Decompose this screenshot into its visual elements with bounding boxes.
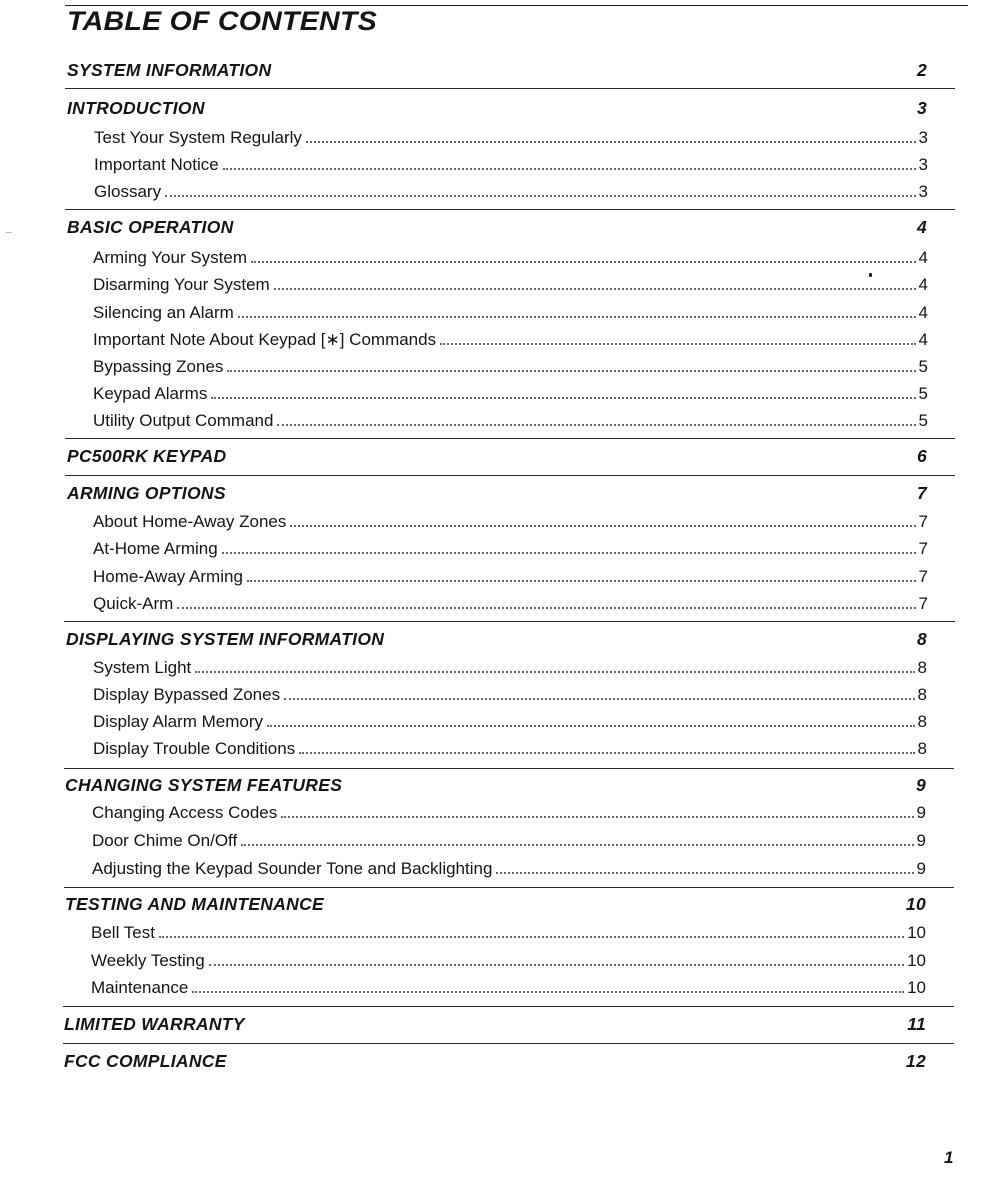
dot-leader bbox=[306, 141, 916, 143]
entry-label: Weekly Testing bbox=[91, 951, 205, 970]
section-page: 7 bbox=[916, 483, 927, 503]
entry-page: 5 bbox=[918, 357, 928, 376]
section-page: 6 bbox=[916, 446, 927, 466]
section-page: 8 bbox=[916, 629, 927, 649]
dot-leader bbox=[222, 552, 916, 554]
entry-label: Bell Test bbox=[91, 923, 155, 942]
page-number: 1 bbox=[944, 1148, 954, 1167]
section-divider bbox=[63, 1006, 954, 1007]
toc-entry[interactable] bbox=[93, 355, 928, 377]
section-divider bbox=[64, 768, 954, 769]
toc-section-heading[interactable] bbox=[64, 1048, 928, 1072]
toc-section-heading[interactable] bbox=[67, 57, 929, 81]
toc-section-heading[interactable] bbox=[65, 772, 928, 796]
section-title: FCC COMPLIANCE bbox=[64, 1051, 227, 1071]
margin-mark bbox=[6, 232, 12, 233]
entry-label: Home-Away Arming bbox=[93, 567, 243, 586]
toc-entry[interactable] bbox=[93, 510, 928, 532]
entry-label: About Home-Away Zones bbox=[93, 512, 287, 531]
toc-entry[interactable] bbox=[94, 180, 928, 202]
section-page: 10 bbox=[905, 894, 926, 914]
entry-page: 9 bbox=[916, 859, 926, 878]
toc-section-heading[interactable] bbox=[67, 443, 929, 467]
entry-label: Important Note About Keypad [∗] Commands bbox=[93, 330, 437, 349]
section-page: 4 bbox=[916, 217, 927, 237]
entry-page: 7 bbox=[918, 594, 928, 613]
toc-entry[interactable] bbox=[93, 328, 928, 350]
dot-leader bbox=[223, 168, 916, 170]
dot-leader bbox=[159, 936, 904, 938]
toc-entry[interactable] bbox=[93, 382, 928, 404]
toc-section-heading[interactable] bbox=[67, 480, 929, 504]
dot-leader bbox=[195, 671, 914, 673]
dot-leader bbox=[440, 343, 915, 345]
entry-page: 8 bbox=[917, 712, 927, 731]
dot-leader bbox=[211, 397, 915, 399]
entry-label: Bypassing Zones bbox=[93, 357, 224, 376]
toc-section-heading[interactable] bbox=[64, 1011, 928, 1035]
dot-leader bbox=[209, 964, 904, 966]
section-divider bbox=[63, 1043, 954, 1044]
section-divider bbox=[65, 438, 955, 439]
dot-leader bbox=[284, 698, 914, 700]
section-divider bbox=[64, 887, 954, 888]
section-title: CHANGING SYSTEM FEATURES bbox=[65, 775, 343, 795]
dot-leader bbox=[247, 580, 916, 582]
toc-entry[interactable] bbox=[93, 301, 928, 323]
entry-label: Silencing an Alarm bbox=[93, 303, 234, 322]
section-title: ARMING OPTIONS bbox=[67, 483, 226, 503]
entry-page: 5 bbox=[918, 411, 928, 430]
dot-leader bbox=[192, 991, 904, 993]
entry-page: 5 bbox=[918, 384, 928, 403]
scan-speck bbox=[869, 273, 872, 277]
dot-leader bbox=[241, 844, 913, 846]
entry-page: 3 bbox=[918, 128, 928, 147]
toc-section-heading[interactable] bbox=[67, 95, 929, 119]
entry-page: 7 bbox=[918, 567, 928, 586]
entry-label: Utility Output Command bbox=[93, 411, 274, 430]
section-divider bbox=[64, 621, 955, 622]
section-page: 3 bbox=[916, 98, 927, 118]
toc-section-heading[interactable] bbox=[65, 891, 928, 915]
entry-label: Test Your System Regularly bbox=[94, 128, 302, 147]
section-page: 2 bbox=[916, 60, 927, 80]
toc-entry[interactable] bbox=[93, 592, 928, 614]
section-title: LIMITED WARRANTY bbox=[64, 1014, 245, 1034]
section-title: DISPLAYING SYSTEM INFORMATION bbox=[66, 629, 385, 649]
dot-leader bbox=[290, 525, 915, 527]
section-title: PC500RK KEYPAD bbox=[67, 446, 227, 466]
entry-page: 8 bbox=[917, 739, 927, 758]
toc-entry[interactable] bbox=[93, 565, 928, 587]
entry-label: Changing Access Codes bbox=[92, 803, 278, 822]
entry-page: 8 bbox=[917, 685, 927, 704]
entry-page: 9 bbox=[916, 803, 926, 822]
section-page: 12 bbox=[905, 1051, 926, 1071]
toc-entry[interactable] bbox=[93, 246, 928, 268]
entry-page: 9 bbox=[916, 831, 926, 850]
entry-label: Adjusting the Keypad Sounder Tone and Backlighting bbox=[92, 859, 493, 878]
entry-label: Display Bypassed Zones bbox=[93, 685, 281, 704]
section-divider bbox=[65, 88, 955, 89]
toc-entry[interactable] bbox=[94, 153, 928, 175]
toc-entry[interactable] bbox=[91, 976, 926, 998]
toc-entry[interactable] bbox=[93, 683, 927, 705]
entry-page: 3 bbox=[918, 182, 928, 201]
entry-label: Display Alarm Memory bbox=[93, 712, 264, 731]
entry-label: Glossary bbox=[94, 182, 162, 201]
section-title: BASIC OPERATION bbox=[67, 217, 234, 237]
entry-page: 7 bbox=[918, 539, 928, 558]
entry-page: 7 bbox=[918, 512, 928, 531]
entry-page: 3 bbox=[918, 155, 928, 174]
toc-entry[interactable] bbox=[93, 737, 927, 759]
entry-page: 4 bbox=[918, 275, 928, 294]
section-divider bbox=[65, 209, 955, 210]
entry-label: Disarming Your System bbox=[93, 275, 270, 294]
dot-leader bbox=[165, 195, 915, 197]
toc-entry[interactable] bbox=[93, 656, 927, 678]
entry-page: 8 bbox=[917, 658, 927, 677]
entry-page: 4 bbox=[918, 248, 928, 267]
section-title: TESTING AND MAINTENANCE bbox=[65, 894, 325, 914]
page-title: TABLE OF CONTENTS bbox=[67, 6, 377, 36]
entry-label: Display Trouble Conditions bbox=[93, 739, 296, 758]
toc-entry[interactable] bbox=[93, 537, 928, 559]
toc-section-heading[interactable] bbox=[67, 214, 929, 238]
entry-page: 4 bbox=[918, 330, 928, 349]
section-page: 9 bbox=[915, 775, 926, 795]
entry-label: Maintenance bbox=[91, 978, 189, 997]
toc-entry[interactable] bbox=[93, 409, 928, 431]
toc-entry[interactable] bbox=[93, 273, 928, 295]
toc-entry[interactable] bbox=[93, 710, 927, 732]
section-title: SYSTEM INFORMATION bbox=[67, 60, 272, 80]
entry-label: Arming Your System bbox=[93, 248, 248, 267]
entry-label: Important Notice bbox=[94, 155, 219, 174]
section-title: INTRODUCTION bbox=[67, 98, 205, 118]
dot-leader bbox=[299, 752, 914, 754]
toc-section-heading[interactable] bbox=[66, 626, 929, 650]
toc-entry[interactable] bbox=[92, 857, 926, 879]
dot-leader bbox=[267, 725, 914, 727]
toc-entry[interactable] bbox=[91, 921, 926, 943]
dot-leader bbox=[496, 872, 913, 874]
dot-leader bbox=[281, 816, 913, 818]
entry-page: 10 bbox=[907, 923, 926, 942]
entry-page: 10 bbox=[907, 951, 926, 970]
dot-leader bbox=[251, 261, 916, 263]
toc-entry[interactable] bbox=[92, 801, 926, 823]
toc-entry[interactable] bbox=[92, 829, 926, 851]
toc-entry[interactable] bbox=[94, 126, 928, 148]
entry-page: 4 bbox=[918, 303, 928, 322]
entry-label: Quick-Arm bbox=[93, 594, 174, 613]
dot-leader bbox=[277, 424, 915, 426]
entry-page: 10 bbox=[907, 978, 926, 997]
dot-leader bbox=[177, 607, 915, 609]
dot-leader bbox=[238, 316, 916, 318]
section-page: 11 bbox=[907, 1014, 926, 1034]
toc-entry[interactable] bbox=[91, 949, 926, 971]
dot-leader bbox=[227, 370, 915, 372]
entry-label: Keypad Alarms bbox=[93, 384, 208, 403]
dot-leader bbox=[274, 288, 916, 290]
entry-label: System Light bbox=[93, 658, 192, 677]
entry-label: At-Home Arming bbox=[93, 539, 218, 558]
section-divider bbox=[65, 475, 955, 476]
entry-label: Door Chime On/Off bbox=[92, 831, 238, 850]
